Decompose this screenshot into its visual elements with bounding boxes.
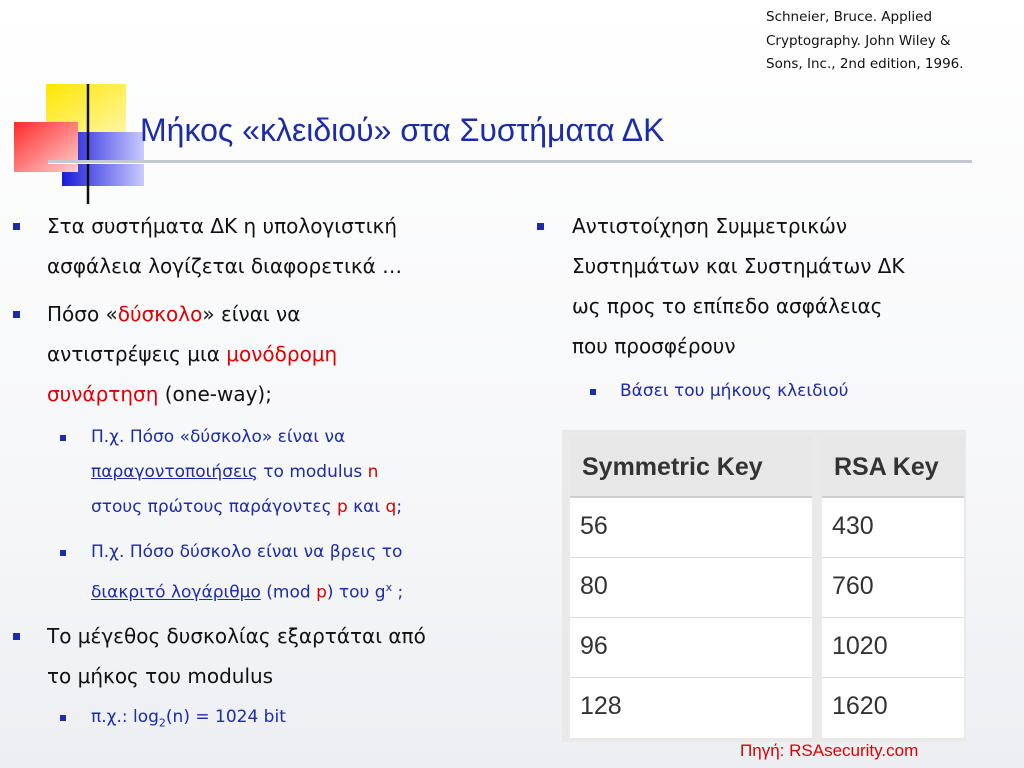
- table-header-symmetric: Symmetric Key: [570, 436, 812, 498]
- discrete-log-link[interactable]: διακριτό λογάριθμο: [91, 582, 261, 603]
- table-cell: 80: [570, 558, 812, 618]
- table-cell: 760: [822, 558, 964, 618]
- factorization-link[interactable]: παραγοντοποιήσεις: [91, 462, 258, 482]
- bullet-computational-security: Στα συστήματα ΔΚ η υπολογιστική ασφάλεια λογίζεται διαφορετικά …: [47, 214, 403, 278]
- sub-bullet-factorization: Π.χ. Πόσο «δύσκολο» είναι να παραγοντοποιήσεις το modulus n στους πρώτους παράγοντες p και q;: [91, 427, 403, 517]
- table-cell: 56: [570, 498, 812, 558]
- citation: [766, 6, 1016, 77]
- red-square: [14, 122, 78, 172]
- bullet-square-icon: [13, 633, 20, 640]
- bullet-modulus-length: Το μέγεθος δυσκολίας εξαρτάται από το μήκος του modulus: [47, 624, 426, 688]
- table-header-rsa: RSA Key: [822, 436, 964, 498]
- bullet-square-icon: [13, 223, 20, 230]
- table-cell: 128: [580, 692, 622, 720]
- sub-bullet-discrete-log: Π.χ. Πόσο δύσκολο είναι να βρεις το διακριτό λογάριθμο (mod p) του $g^x$ ;: [91, 542, 404, 603]
- bullet-mapping: Αντιστοίχηση Συμμετρικών Συστημάτων και Συστημάτων ΔΚ ως προς το επίπεδο ασφάλειας που προσφέρουν: [572, 214, 905, 358]
- sub-bullet-log-example: π.χ.: $\log_2(n) = 1024$ bit: [91, 707, 286, 730]
- citation-line: Sons, Inc., 2nd edition, 1996.: [766, 56, 964, 72]
- bullet-square-icon: [537, 223, 544, 230]
- slide-title: Μήκος «κλειδιού» στα Συστήματα ΔΚ: [140, 112, 665, 148]
- table-cell: 430: [822, 498, 964, 558]
- sub-bullet-square-icon: [60, 435, 66, 441]
- citation-line: Schneier, Bruce. Applied: [766, 9, 933, 25]
- sub-bullet-square-icon: [590, 389, 596, 395]
- sub-bullet-square-icon: [60, 715, 66, 721]
- bullet-square-icon: [13, 311, 20, 318]
- title-divider-highlight: [48, 163, 972, 164]
- sub-bullet-key-length: Βάσει του μήκους κλειδιού: [620, 381, 849, 401]
- table-cell: 1020: [822, 618, 964, 678]
- symmetric-key-column: [570, 436, 812, 738]
- source-credit: Πηγή: RSAsecurity.com: [740, 741, 919, 760]
- table-cell: 1620: [832, 692, 888, 720]
- bullet-one-way-function: Πόσο «δύσκολο» είναι να αντιστρέψεις μια μονόδρομη συνάρτηση (one-way);: [47, 302, 338, 406]
- decorative-squares: [0, 0, 160, 210]
- table-cell: 96: [570, 618, 812, 678]
- sub-bullet-square-icon: [60, 550, 66, 556]
- rsa-key-column: [822, 436, 964, 738]
- citation-line: Cryptography. John Wiley &: [766, 32, 951, 49]
